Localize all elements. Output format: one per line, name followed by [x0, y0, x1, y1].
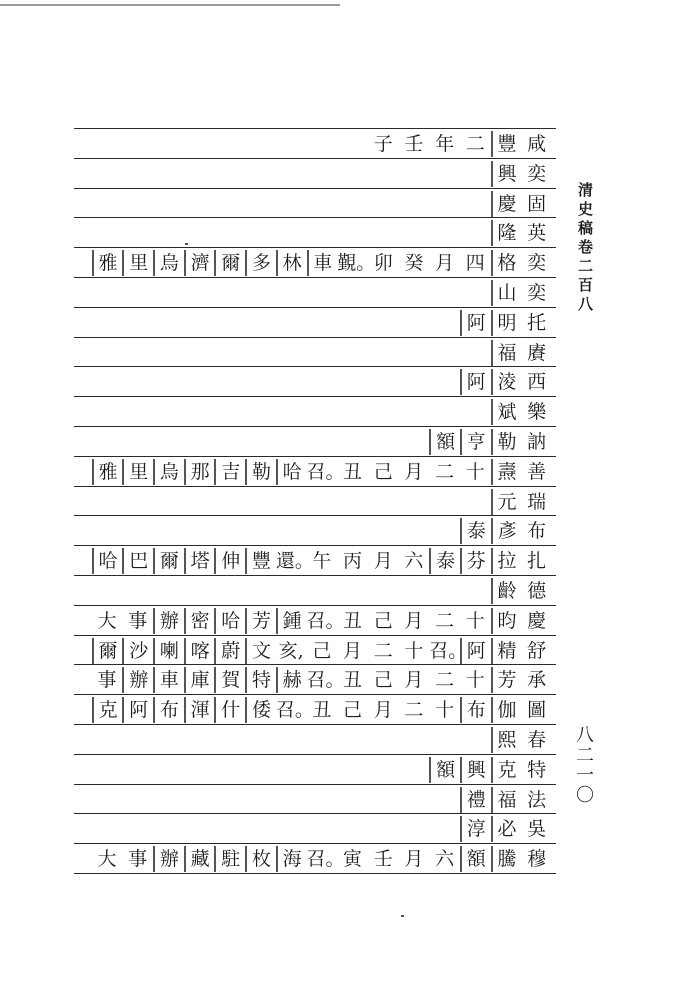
table-cell: 月 [435, 252, 455, 275]
table-row [74, 189, 556, 219]
table-cell: 丑 [312, 699, 332, 722]
table-cell: 布 [460, 697, 491, 723]
table-cell: 克 [491, 757, 522, 783]
table-cell: 英 [527, 222, 547, 245]
table-row [74, 814, 556, 844]
table-cell: 德 [527, 579, 547, 602]
table-cell: 樂 [527, 401, 547, 424]
table-row [74, 725, 556, 755]
table-cell: 特 [245, 667, 276, 693]
table-cell: 巴 [122, 548, 153, 574]
row-cells [460, 787, 552, 813]
table-cell: 癸 [404, 252, 424, 275]
table-cell: 春 [527, 728, 547, 751]
top-rule [0, 4, 340, 6]
table-cell: 法 [527, 788, 547, 811]
table-cell: 那 [184, 459, 215, 485]
table-cell: 月 [373, 550, 393, 573]
table-cell: 爾 [92, 638, 123, 664]
table-cell: 豐 [245, 548, 276, 574]
table-cell: 大 [97, 848, 117, 871]
table-cell: 枚 [245, 846, 276, 872]
row-cells [491, 399, 552, 425]
table-cell: 午 [312, 550, 332, 573]
table-cell: 事 [97, 669, 117, 692]
table-row [74, 785, 556, 815]
table-cell: 丑 [343, 669, 363, 692]
table-row [74, 576, 556, 606]
row-cells [460, 310, 552, 336]
row-cells [92, 846, 552, 872]
table-cell: 燾 [491, 459, 522, 485]
row-cells [92, 697, 552, 723]
table-cell: 穆 [527, 848, 547, 871]
table-cell: 召。 [306, 669, 345, 692]
table-row [74, 755, 556, 785]
table-cell: 二 [435, 669, 455, 692]
table-cell: 壬 [373, 848, 393, 871]
table-cell: 隆 [491, 220, 522, 246]
table-cell: 亨 [460, 429, 491, 455]
table-cell: 福 [491, 787, 522, 813]
table-row [74, 695, 556, 725]
table-cell: 扎 [527, 550, 547, 573]
table-cell: 阿 [460, 310, 491, 336]
table-cell: 丑 [343, 609, 363, 632]
table-cell: 阿 [460, 638, 491, 664]
table-cell: 還。 [275, 550, 314, 573]
row-cells [460, 816, 552, 842]
table-cell: 鍾 [276, 608, 307, 634]
table-cell: 倭 [245, 697, 276, 723]
table-cell: 子 [373, 133, 393, 155]
table-cell: 喀 [184, 638, 215, 664]
table-cell: 熙 [491, 727, 522, 753]
table-cell: 慶 [491, 191, 522, 217]
table-cell: 泰 [460, 518, 491, 544]
table-cell: 善 [527, 460, 547, 483]
table-cell: 訥 [527, 430, 547, 453]
table-cell: 丙 [343, 550, 363, 573]
table-cell: 賡 [527, 341, 547, 364]
row-cells [92, 459, 552, 485]
table-cell: 事 [128, 848, 148, 871]
table-cell: 慶 [527, 609, 547, 632]
table-cell: 承 [527, 669, 547, 692]
table-cell: 阿 [460, 369, 491, 395]
table-cell: 明 [491, 310, 522, 336]
table-row [74, 367, 556, 397]
table-cell: 四 [465, 252, 485, 275]
table-cell: 克 [92, 697, 123, 723]
table-cell: 芳 [245, 608, 276, 634]
table-row [74, 665, 556, 695]
table-cell: 伸 [214, 548, 245, 574]
table-cell: 二 [435, 609, 455, 632]
table-cell: 駐 [214, 846, 245, 872]
table-cell: 烏 [153, 459, 184, 485]
table-cell: 召。 [306, 460, 345, 483]
table-cell: 壬 [404, 133, 424, 155]
table-row [74, 636, 556, 666]
table-row [74, 218, 556, 248]
table-cell: 興 [491, 161, 522, 187]
row-cells [491, 489, 552, 515]
row-cells [92, 548, 552, 574]
table-cell: 月 [404, 848, 424, 871]
table-cell: 覲。 [337, 252, 376, 275]
table-cell: 圖 [527, 699, 547, 722]
table-cell: 禮 [460, 787, 491, 813]
table-cell: 大 [97, 609, 117, 632]
table-cell: 十 [465, 460, 485, 483]
table-row [74, 278, 556, 308]
table-cell: 爾 [214, 250, 245, 276]
table-cell: 額 [429, 429, 460, 455]
table-cell: 必 [491, 816, 522, 842]
table-cell: 濟 [184, 250, 215, 276]
table-cell: 哈 [214, 608, 245, 634]
row-cells [92, 638, 552, 664]
table-cell: 精 [491, 638, 522, 664]
table-cell: 二 [373, 639, 393, 662]
row-cells [491, 280, 552, 306]
table-cell: 二 [404, 699, 424, 722]
table-cell: 蔚 [214, 638, 245, 664]
table-cell: 丑 [343, 460, 363, 483]
table-cell: 什 [214, 697, 245, 723]
print-speck [185, 243, 188, 245]
table-cell: 西 [527, 371, 547, 394]
table-cell: 己 [343, 699, 363, 722]
table-cell: 事 [128, 609, 148, 632]
table-cell: 雅 [92, 459, 123, 485]
table-cell: 吳 [527, 818, 547, 841]
table-cell: 額 [460, 846, 491, 872]
table-cell: 己 [373, 609, 393, 632]
table-cell: 舒 [527, 639, 547, 662]
table-cell: 阿 [122, 697, 153, 723]
table-cell: 六 [435, 848, 455, 871]
row-cells [460, 369, 552, 395]
row-cells [491, 191, 552, 217]
table-cell: 固 [527, 192, 547, 215]
table-cell: 昀 [491, 608, 522, 634]
table-cell: 勒 [245, 459, 276, 485]
table-row [74, 397, 556, 427]
table-cell: 哈 [92, 548, 123, 574]
table-cell: 吉 [214, 459, 245, 485]
table-cell: 召。 [306, 609, 345, 632]
table-cell: 召。 [306, 848, 345, 871]
row-cells [491, 220, 552, 246]
row-cells [429, 757, 552, 783]
row-cells [92, 250, 552, 276]
table-row [74, 457, 556, 487]
table-cell: 元 [491, 489, 522, 515]
table-cell: 己 [373, 460, 393, 483]
table-cell: 二 [465, 133, 485, 155]
table-cell: 藏 [184, 846, 215, 872]
table-cell: 賀 [214, 667, 245, 693]
table-cell: 文 [245, 638, 276, 664]
table-cell: 斌 [491, 399, 522, 425]
table-cell: 月 [404, 669, 424, 692]
table-cell: 哈 [276, 459, 307, 485]
table-cell: 亥, [278, 639, 304, 662]
table-row [74, 308, 556, 338]
table-row [74, 516, 556, 546]
table-cell: 淩 [491, 369, 522, 395]
row-cells [92, 667, 552, 693]
table-cell: 召。 [429, 639, 468, 662]
table-cell: 辦 [122, 667, 153, 693]
table-row [74, 606, 556, 636]
table-cell: 奕 [527, 162, 547, 185]
row-cells [92, 608, 552, 634]
page-number: 八二一〇 [573, 725, 594, 805]
table-cell: 里 [122, 250, 153, 276]
table-cell: 布 [153, 697, 184, 723]
table-cell: 布 [527, 520, 547, 543]
table-cell: 召。 [275, 699, 314, 722]
table-cell: 六 [404, 550, 424, 573]
table-cell: 十 [465, 669, 485, 692]
row-cells [429, 429, 552, 455]
table-cell: 月 [373, 699, 393, 722]
table-cell: 辦 [153, 608, 184, 634]
table-cell: 咸 [527, 133, 547, 155]
row-cells [491, 340, 552, 366]
table-cell: 泰 [429, 548, 460, 574]
table-row [74, 546, 556, 576]
table-cell: 里 [122, 459, 153, 485]
table-cell: 豐 [491, 131, 522, 157]
table-cell: 渾 [184, 697, 215, 723]
table-cell: 淳 [460, 816, 491, 842]
table-row [74, 128, 556, 159]
table-cell: 奕 [527, 252, 547, 275]
table-cell: 己 [373, 669, 393, 692]
table-cell: 托 [527, 311, 547, 334]
table-cell: 勒 [491, 429, 522, 455]
side-title: 清史稿卷二百八 [576, 182, 594, 315]
table-cell: 伽 [491, 697, 522, 723]
table-cell: 二 [435, 460, 455, 483]
table-cell: 寅 [343, 848, 363, 871]
row-cells [368, 131, 552, 157]
row-cells [491, 161, 552, 187]
table-cell: 年 [435, 133, 455, 155]
table-row [74, 487, 556, 517]
table-row [74, 338, 556, 368]
table-cell: 特 [527, 758, 547, 781]
row-cells [491, 578, 552, 604]
table-cell: 拉 [491, 548, 522, 574]
row-cells [491, 727, 552, 753]
table-row [74, 248, 556, 278]
table-cell: 芳 [491, 667, 522, 693]
table-cell: 月 [404, 460, 424, 483]
print-speck [401, 915, 404, 917]
table-cell: 多 [245, 250, 276, 276]
table-cell: 雅 [92, 250, 123, 276]
table-cell: 芬 [460, 548, 491, 574]
table-cell: 齡 [491, 578, 522, 604]
table-cell: 辦 [153, 846, 184, 872]
table-cell: 彥 [491, 518, 522, 544]
table-cell: 己 [312, 639, 332, 662]
table-cell: 奕 [527, 281, 547, 304]
table-cell: 福 [491, 340, 522, 366]
table-cell: 車 [307, 250, 338, 276]
table-row [74, 159, 556, 189]
table-row [74, 844, 556, 874]
table-cell: 十 [435, 699, 455, 722]
table-cell: 山 [491, 280, 522, 306]
table-cell: 赫 [276, 667, 307, 693]
table-cell: 塔 [184, 548, 215, 574]
table-cell: 瑞 [527, 490, 547, 513]
row-cells [460, 518, 552, 544]
table-cell: 密 [184, 608, 215, 634]
table-cell: 興 [460, 757, 491, 783]
table-cell: 庫 [184, 667, 215, 693]
table-cell: 喇 [153, 638, 184, 664]
table-cell: 烏 [153, 250, 184, 276]
table-cell: 騰 [491, 846, 522, 872]
table-cell: 十 [465, 609, 485, 632]
roster-table [74, 128, 556, 874]
table-cell: 月 [404, 609, 424, 632]
table-cell: 林 [276, 250, 307, 276]
table-cell: 額 [429, 757, 460, 783]
table-cell: 爾 [153, 548, 184, 574]
table-cell: 海 [276, 846, 307, 872]
table-cell: 十 [404, 639, 424, 662]
table-cell: 月 [343, 639, 363, 662]
table-cell: 卯 [373, 252, 393, 275]
table-row [74, 427, 556, 457]
table-cell: 車 [153, 667, 184, 693]
table-cell: 沙 [122, 638, 153, 664]
table-cell: 格 [491, 250, 522, 276]
